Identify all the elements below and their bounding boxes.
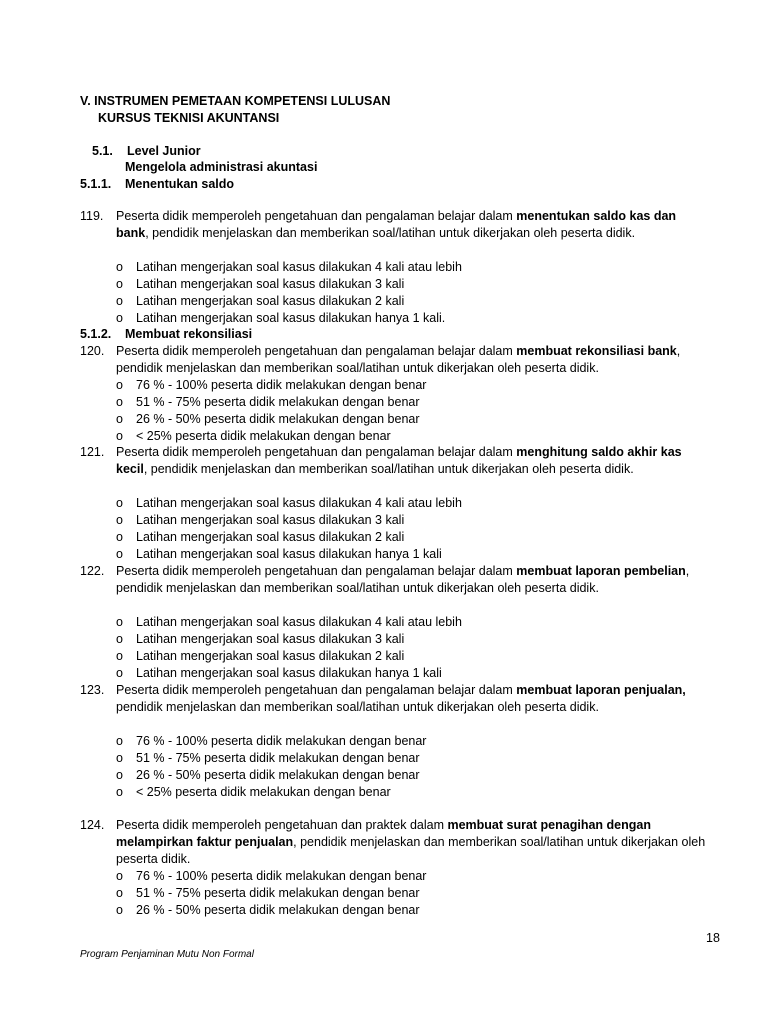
- bullet-icon: o: [116, 649, 123, 663]
- option-text: 51 % - 75% peserta didik melakukan dengan benar: [136, 751, 420, 765]
- item-text-pre: Peserta didik memperoleh pengetahuan dan praktek dalam: [116, 818, 448, 832]
- option-text: Latihan mengerjakan soal kasus dilakukan hanya 1 kali: [136, 547, 442, 561]
- item-text-post: pendidik menjelaskan dan memberikan soal/latihan untuk dikerjakan oleh peserta didik.: [116, 700, 599, 714]
- section-title: Menentukan saldo: [125, 177, 235, 191]
- section-heading: [80, 326, 252, 343]
- section-heading: [80, 176, 234, 193]
- item-text-post: , pendidik menjelaskan dan memberikan soal/latihan untuk dikerjakan oleh peserta didik.: [116, 344, 681, 375]
- option-text: 76 % - 100% peserta didik melakukan dengan benar: [136, 378, 427, 392]
- option-text: 51 % - 75% peserta didik melakukan dengan benar: [136, 886, 420, 900]
- option: [116, 631, 404, 648]
- bullet-icon: o: [116, 429, 123, 443]
- item-text-pre: Peserta didik memperoleh pengetahuan dan pengalaman belajar dalam: [116, 683, 517, 697]
- option: [116, 512, 404, 529]
- option-text: Latihan mengerjakan soal kasus dilakukan hanya 1 kali.: [136, 311, 446, 325]
- bullet-icon: o: [116, 632, 123, 646]
- item-text-pre: Peserta didik memperoleh pengetahuan dan pengalaman belajar dalam: [116, 564, 517, 578]
- item-number: 120.: [80, 344, 105, 358]
- item-text: [116, 343, 710, 377]
- item-text-bold: menghitung saldo akhir kas kecil: [116, 445, 682, 476]
- item-text-bold: membuat laporan penjualan,: [516, 683, 686, 697]
- option: [116, 868, 426, 885]
- option-text: Latihan mengerjakan soal kasus dilakukan hanya 1 kali: [136, 666, 442, 680]
- bullet-icon: o: [116, 412, 123, 426]
- item-text: [116, 444, 710, 478]
- bullet-icon: o: [116, 530, 123, 544]
- option: [116, 546, 442, 563]
- page-title: V. INSTRUMEN PEMETAAN KOMPETENSI LULUSAN: [80, 94, 391, 108]
- option-text: Latihan mengerjakan soal kasus dilakukan 3 kali: [136, 632, 405, 646]
- bullet-icon: o: [116, 869, 123, 883]
- bullet-icon: o: [116, 378, 123, 392]
- option-text: 26 % - 50% peserta didik melakukan dengan benar: [136, 903, 420, 917]
- bullet-icon: o: [116, 260, 123, 274]
- bullet-icon: o: [116, 751, 123, 765]
- item-text-post: , pendidik menjelaskan dan memberikan soal/latihan untuk dikerjakan oleh peserta didik.: [116, 835, 706, 866]
- option: [116, 902, 420, 919]
- option: [116, 529, 404, 546]
- option: [116, 276, 404, 293]
- bullet-icon: o: [116, 496, 123, 510]
- option-text: 26 % - 50% peserta didik melakukan dengan benar: [136, 412, 420, 426]
- item-text-pre: Peserta didik memperoleh pengetahuan dan pengalaman belajar dalam: [116, 445, 517, 459]
- option-text: Latihan mengerjakan soal kasus dilakukan 4 kali atau lebih: [136, 496, 462, 510]
- bullet-icon: o: [116, 277, 123, 291]
- level-number: 5.1.: [92, 144, 113, 158]
- option: [116, 750, 420, 767]
- item-text-post: , pendidik menjelaskan dan memberikan soal/latihan untuk dikerjakan oleh peserta didik.: [116, 564, 690, 595]
- bullet-icon: o: [116, 513, 123, 527]
- option: [116, 885, 420, 902]
- option: [116, 733, 426, 750]
- item-124: [80, 817, 710, 868]
- bullet-icon: o: [116, 666, 123, 680]
- level-label: Level Junior: [127, 144, 201, 158]
- item-text-pre: Peserta didik memperoleh pengetahuan dan pengalaman belajar dalam: [116, 344, 517, 358]
- option: [116, 614, 462, 631]
- page-subtitle: KURSUS TEKNISI AKUNTANSI: [98, 111, 280, 125]
- item-121: [80, 444, 710, 478]
- option-text: Latihan mengerjakan soal kasus dilakukan 4 kali atau lebih: [136, 615, 462, 629]
- option: [116, 648, 404, 665]
- page-number: 18: [706, 931, 720, 945]
- item-number: 124.: [80, 818, 105, 832]
- item-text-bold: membuat surat penagihan dengan melampirkan faktur penjualan: [116, 818, 651, 849]
- item-text-pre: Peserta didik memperoleh pengetahuan dan pengalaman belajar dalam: [116, 209, 517, 223]
- item-text-bold: membuat rekonsiliasi bank: [516, 344, 677, 358]
- bullet-icon: o: [116, 903, 123, 917]
- section-number: 5.1.2.: [80, 327, 112, 341]
- option-text: Latihan mengerjakan soal kasus dilakukan 2 kali: [136, 649, 405, 663]
- item-text: [116, 817, 710, 868]
- item-text-post: , pendidik menjelaskan dan memberikan soal/latihan untuk dikerjakan oleh peserta didik.: [145, 226, 636, 240]
- option-text: Latihan mengerjakan soal kasus dilakukan 4 kali atau lebih: [136, 260, 462, 274]
- section-number: 5.1.1.: [80, 177, 112, 191]
- item-text-bold: membuat laporan pembelian: [516, 564, 686, 578]
- item-number: 119.: [80, 209, 104, 223]
- option: [116, 784, 391, 801]
- option: [116, 495, 462, 512]
- bullet-icon: o: [116, 886, 123, 900]
- option-text: Latihan mengerjakan soal kasus dilakukan 2 kali: [136, 294, 405, 308]
- item-number: 122.: [80, 564, 105, 578]
- item-number: 123.: [80, 683, 105, 697]
- level-description: Mengelola administrasi akuntasi: [125, 160, 318, 174]
- option: [116, 411, 420, 428]
- option-text: < 25% peserta didik melakukan dengan benar: [136, 429, 391, 443]
- bullet-icon: o: [116, 547, 123, 561]
- option-text: 51 % - 75% peserta didik melakukan dengan benar: [136, 395, 420, 409]
- option-text: < 25% peserta didik melakukan dengan benar: [136, 785, 391, 799]
- bullet-icon: o: [116, 734, 123, 748]
- item-number: 121.: [80, 445, 105, 459]
- bullet-icon: o: [116, 311, 123, 325]
- option: [116, 310, 445, 327]
- bullet-icon: o: [116, 395, 123, 409]
- bullet-icon: o: [116, 785, 123, 799]
- item-text: [116, 563, 710, 597]
- item-119: [80, 208, 710, 242]
- item-120: [80, 343, 710, 377]
- section-title: Membuat rekonsiliasi: [125, 327, 253, 341]
- option-text: Latihan mengerjakan soal kasus dilakukan 2 kali: [136, 530, 405, 544]
- option-text: Latihan mengerjakan soal kasus dilakukan 3 kali: [136, 277, 405, 291]
- item-text-bold: menentukan saldo kas dan bank: [116, 209, 677, 240]
- option: [116, 259, 462, 276]
- option-text: 26 % - 50% peserta didik melakukan dengan benar: [136, 768, 420, 782]
- option-text: 76 % - 100% peserta didik melakukan dengan benar: [136, 734, 427, 748]
- bullet-icon: o: [116, 294, 123, 308]
- option: [116, 767, 420, 784]
- item-text: [116, 208, 710, 242]
- item-text: [116, 682, 710, 716]
- option: [116, 428, 391, 445]
- option-text: 76 % - 100% peserta didik melakukan dengan benar: [136, 869, 427, 883]
- option: [116, 293, 404, 310]
- bullet-icon: o: [116, 615, 123, 629]
- item-122: [80, 563, 710, 597]
- option: [116, 665, 442, 682]
- page-footer: Program Penjaminan Mutu Non Formal: [80, 949, 254, 960]
- bullet-icon: o: [116, 768, 123, 782]
- item-123: [80, 682, 710, 716]
- option: [116, 377, 426, 394]
- item-text-post: , pendidik menjelaskan dan memberikan soal/latihan untuk dikerjakan oleh peserta didik.: [143, 462, 634, 476]
- option: [116, 394, 420, 411]
- level-heading: [92, 143, 201, 160]
- option-text: Latihan mengerjakan soal kasus dilakukan 3 kali: [136, 513, 405, 527]
